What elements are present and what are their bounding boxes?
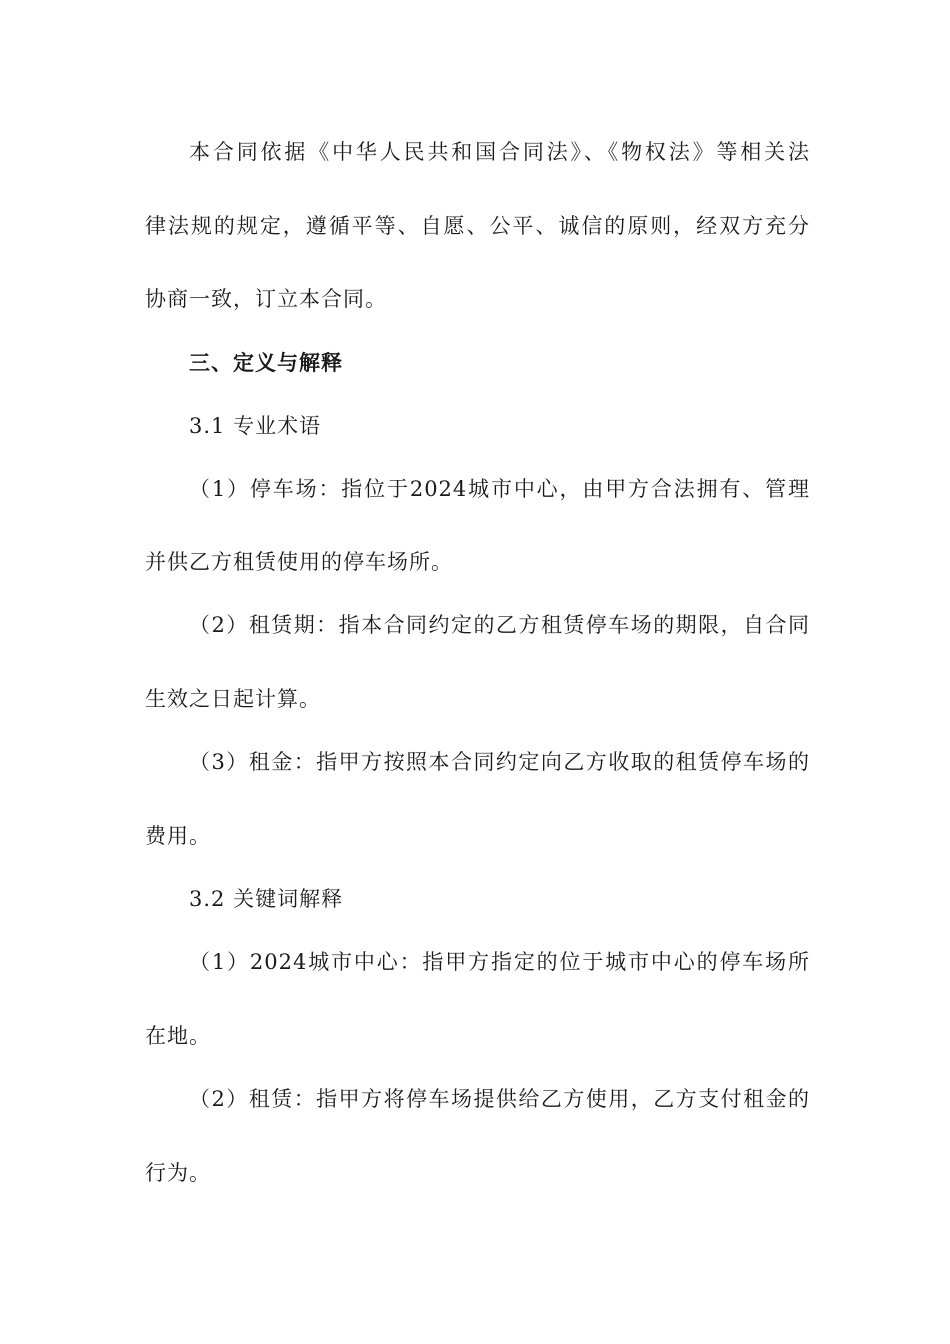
intro-paragraph-line-1: 本合同依据《中华人民共和国合同法》、《物权法》等相关法 (189, 140, 810, 164)
keyword-lease-line-2: 行为。 (145, 1161, 211, 1185)
subsection-heading-3-2: 3.2 关键词解释 (189, 887, 344, 911)
term-parking-line-1: （1）停车场：指位于2024城市中心，由甲方合法拥有、管理 (189, 477, 810, 501)
term-rent-line-1: （3）租金：指甲方按照本合同约定向乙方收取的租赁停车场的 (189, 750, 810, 774)
intro-paragraph-line-2: 律法规的规定，遵循平等、自愿、公平、诚信的原则，经双方充分 (145, 214, 810, 238)
keyword-city-center-line-1: （1）2024城市中心：指甲方指定的位于城市中心的停车场所 (189, 950, 810, 974)
term-rent-line-2: 费用。 (145, 824, 211, 848)
keyword-lease-line-1: （2）租赁：指甲方将停车场提供给乙方使用，乙方支付租金的 (189, 1087, 810, 1111)
keyword-city-center-line-2: 在地。 (145, 1024, 211, 1048)
term-lease-period-line-1: （2）租赁期：指本合同约定的乙方租赁停车场的期限，自合同 (189, 613, 810, 637)
term-lease-period-line-2: 生效之日起计算。 (145, 687, 321, 711)
term-parking-line-2: 并供乙方租赁使用的停车场所。 (145, 550, 453, 574)
section-heading: 三、定义与解释 (189, 350, 343, 375)
intro-paragraph-line-3: 协商一致，订立本合同。 (145, 287, 387, 311)
subsection-heading-3-1: 3.1 专业术语 (189, 414, 322, 438)
